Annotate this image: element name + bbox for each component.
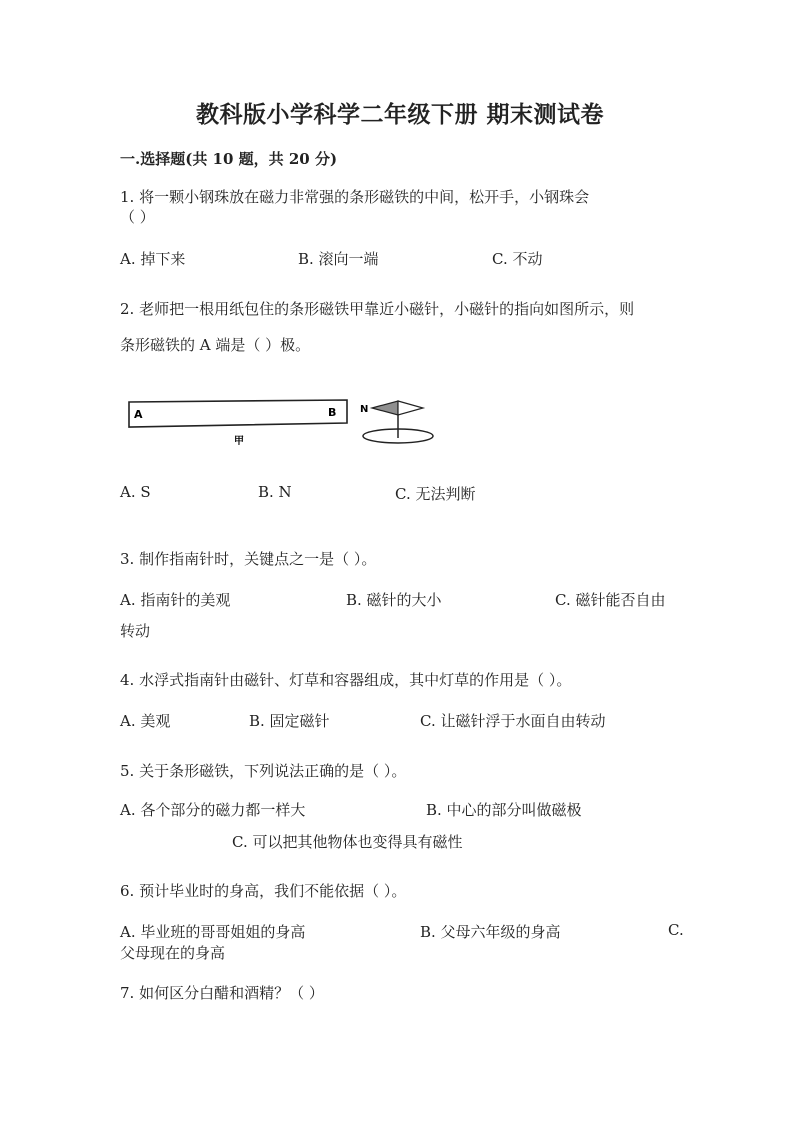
needle-n-label: N	[360, 404, 369, 415]
question-1-option-a: A. 掉下来	[120, 250, 186, 268]
question-2-stem-line1: 2. 老师把一根用纸包住的条形磁铁甲靠近小磁针，小磁针的指向如图所示，则	[120, 300, 635, 318]
question-1-option-c: C. 不动	[492, 250, 543, 268]
question-3-option-c: C. 磁针能否自由	[555, 591, 666, 609]
question-3-option-c-wrap: 转动	[120, 622, 151, 640]
question-2-option-b: B. N	[258, 483, 292, 501]
page-title: 教科版小学科学二年级下册 期末测试卷	[195, 101, 604, 128]
question-2-option-a: A. S	[120, 483, 151, 501]
question-3-option-a: A. 指南针的美观	[120, 591, 231, 609]
question-6-option-c-wrap: 父母现在的身高	[120, 944, 226, 962]
bar-magnet	[129, 400, 347, 427]
question-4-option-a: A. 美观	[120, 712, 171, 730]
question-3-option-b: B. 磁针的大小	[346, 591, 442, 609]
question-6-stem: 6. 预计毕业时的身高，我们不能依据（ ）。	[120, 882, 407, 900]
question-1-stem-line2: （ ）	[120, 208, 155, 226]
magnet-end-a-label: A	[134, 408, 143, 421]
question-4-option-c: C. 让磁针浮于水面自由转动	[420, 712, 606, 730]
question-5-option-a: A. 各个部分的磁力都一样大	[120, 801, 306, 819]
question-5-option-b: B. 中心的部分叫做磁极	[426, 801, 582, 819]
magnet-compass-figure	[120, 392, 440, 454]
question-5-option-c: C. 可以把其他物体也变得具有磁性	[232, 833, 463, 851]
compass-needle-south-half	[398, 401, 423, 415]
question-7-stem: 7. 如何区分白醋和酒精？（ ）	[120, 984, 324, 1002]
magnet-name-label: 甲	[234, 436, 244, 447]
question-4-option-b: B. 固定磁针	[249, 712, 330, 730]
question-1-stem-line1: 1. 将一颗小钢珠放在磁力非常强的条形磁铁的中间，松开手，小钢珠会	[120, 188, 590, 206]
question-4-stem: 4. 水浮式指南针由磁针、灯草和容器组成，其中灯草的作用是（ ）。	[120, 671, 572, 689]
magnet-end-b-label: B	[328, 406, 337, 419]
question-6-option-b: B. 父母六年级的身高	[420, 923, 561, 941]
question-2-option-c: C. 无法判断	[395, 485, 476, 503]
section-heading: 一.选择题(共 10 题，共 20 分)	[120, 150, 338, 168]
question-2-stem-line2: 条形磁铁的 A 端是（ ）极。	[120, 336, 311, 354]
compass-needle-north-half	[372, 401, 398, 415]
question-1-option-b: B. 滚向一端	[298, 250, 379, 268]
question-6-option-a: A. 毕业班的哥哥姐姐的身高	[120, 923, 306, 941]
question-5-stem: 5. 关于条形磁铁，下列说法正确的是（ ）。	[120, 762, 407, 780]
question-6-option-c: C.	[668, 921, 684, 939]
question-3-stem: 3. 制作指南针时，关键点之一是（ ）。	[120, 550, 377, 568]
